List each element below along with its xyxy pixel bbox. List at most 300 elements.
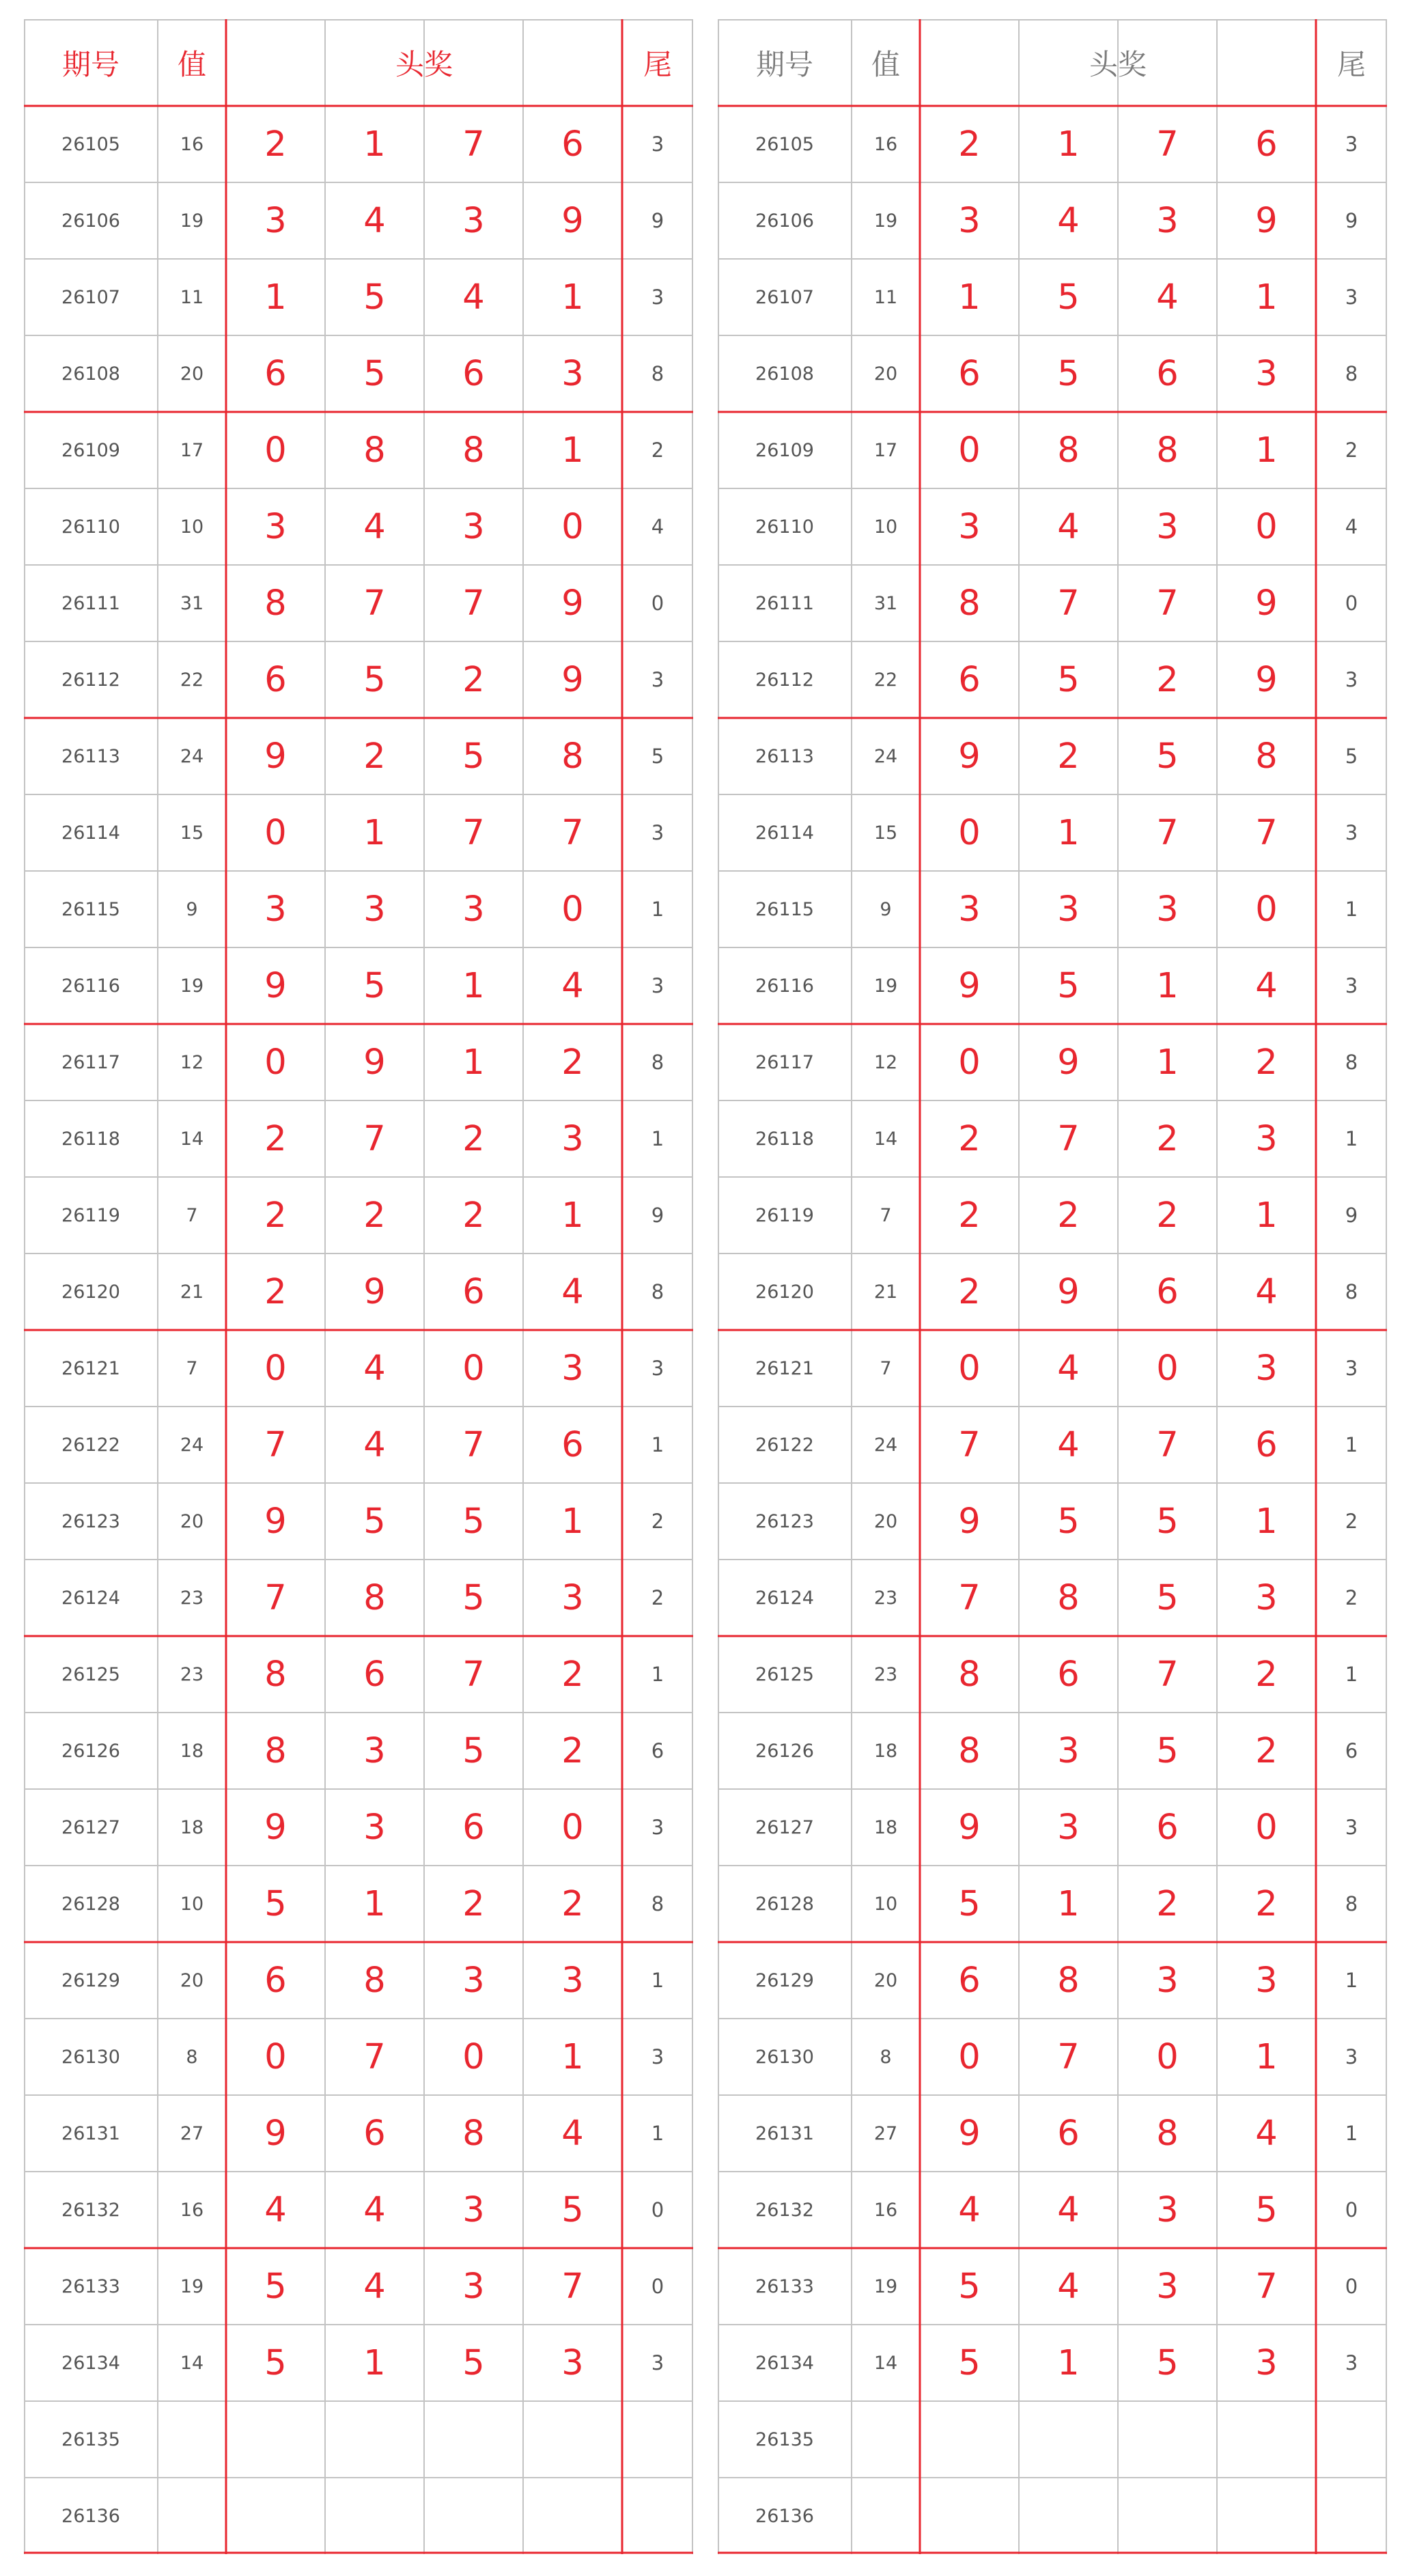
digit-cell: 7 [1156,1654,1179,1695]
digit-cell: 7 [561,812,584,853]
digit-cell: 7 [561,2266,584,2307]
sum-cell: 18 [873,1816,898,1838]
digit-cell: 7 [363,583,386,624]
digit-cell: 3 [1156,2189,1179,2230]
sum-cell: 15 [180,822,204,844]
tail-cell: 3 [651,2351,664,2374]
period-cell: 26117 [755,1051,814,1073]
digit-cell: 4 [363,200,386,241]
tail-cell: 2 [651,1510,664,1533]
sum-cell: 19 [873,975,898,997]
digit-cell: 8 [1057,430,1080,471]
digit-cell: 3 [1255,353,1278,394]
digit-cell: 9 [958,1807,981,1848]
digit-cell: 3 [1156,2266,1179,2307]
period-cell: 26121 [755,1357,814,1379]
digit-cell: 8 [264,1654,287,1695]
tail-cell: 1 [1345,2122,1358,2145]
digit-cell: 2 [1156,1883,1179,1924]
digit-cell: 5 [462,736,485,777]
sum-cell: 19 [180,210,204,232]
sum-cell: 18 [180,1740,204,1762]
period-cell: 26126 [755,1740,814,1762]
digit-cell: 1 [363,1883,386,1924]
tail-cell: 3 [651,668,664,691]
tail-cell: 8 [1345,1051,1358,1074]
period-cell: 26123 [61,1510,120,1532]
digit-cell: 3 [958,506,981,547]
digit-cell: 3 [264,506,287,547]
digit-cell: 1 [1057,1883,1080,1924]
digit-cell: 2 [462,1118,485,1159]
period-cell: 26112 [61,669,120,691]
digit-cell: 2 [264,1271,287,1312]
digit-cell: 0 [561,889,584,930]
digit-cell: 2 [462,1883,485,1924]
period-cell: 26132 [61,2199,120,2221]
sum-cell: 7 [880,1204,892,1226]
digit-cell: 1 [1255,430,1278,471]
sum-cell: 20 [180,1510,204,1532]
period-cell: 26135 [755,2428,814,2450]
digit-cell: 5 [1057,965,1080,1006]
digit-cell: 1 [264,277,287,318]
digit-cell: 3 [1057,1730,1080,1771]
tail-cell: 0 [651,592,664,615]
sum-cell: 16 [180,133,204,155]
digit-cell: 9 [1057,1042,1080,1083]
digit-cell: 3 [561,1118,584,1159]
digit-cell: 5 [363,277,386,318]
tail-cell: 9 [651,1204,664,1227]
digit-cell: 0 [264,2036,287,2077]
period-cell: 26109 [755,439,814,461]
period-cell: 26131 [61,2122,120,2144]
sum-cell: 18 [180,1816,204,1838]
digit-cell: 2 [1255,1042,1278,1083]
digit-cell: 9 [561,200,584,241]
tail-cell: 1 [1345,1127,1358,1150]
tail-cell: 3 [1345,1357,1358,1380]
digit-cell: 6 [561,1424,584,1465]
sum-cell: 10 [873,1893,898,1915]
digit-cell: 6 [1156,1271,1179,1312]
digit-cell: 6 [1156,1807,1179,1848]
digit-cell: 0 [264,430,287,471]
digit-cell: 7 [363,1118,386,1159]
period-cell: 26129 [61,1969,120,1991]
period-cell: 26123 [755,1510,814,1532]
digit-cell: 3 [958,889,981,930]
digit-cell: 2 [1255,1730,1278,1771]
period-cell: 26107 [61,286,120,308]
digit-cell: 3 [462,2189,485,2230]
digit-cell: 9 [1057,1271,1080,1312]
digit-cell: 6 [1255,124,1278,165]
period-cell: 26117 [61,1051,120,1073]
sum-cell: 17 [180,439,204,461]
digit-cell: 9 [264,736,287,777]
digit-cell: 7 [1255,812,1278,853]
sum-cell: 12 [873,1051,898,1073]
digit-cell: 5 [264,1883,287,1924]
period-cell: 26130 [61,2046,120,2068]
digit-cell: 4 [363,506,386,547]
period-cell: 26115 [755,898,814,920]
digit-cell: 5 [1057,659,1080,700]
digit-cell: 5 [363,353,386,394]
digit-cell: 0 [1255,506,1278,547]
digit-cell: 7 [462,1654,485,1695]
tail-cell: 3 [651,974,664,997]
digit-cell: 9 [264,965,287,1006]
digit-cell: 3 [264,889,287,930]
tail-cell: 1 [1345,1663,1358,1686]
tail-cell: 0 [651,2275,664,2298]
digit-cell: 1 [363,812,386,853]
digit-cell: 8 [1156,2113,1179,2154]
digit-cell: 7 [1156,812,1179,853]
tail-cell: 0 [1345,592,1358,615]
digit-cell: 3 [363,1730,386,1771]
digit-cell: 5 [1156,1577,1179,1618]
digit-cell: 7 [462,812,485,853]
digit-cell: 7 [1156,1424,1179,1465]
tail-cell: 1 [651,1127,664,1150]
digit-cell: 4 [1156,277,1179,318]
digit-cell: 3 [462,506,485,547]
digit-cell: 7 [264,1424,287,1465]
digit-cell: 5 [958,2266,981,2307]
period-cell: 26136 [61,2505,120,2527]
digit-cell: 3 [363,889,386,930]
sum-cell: 8 [880,2046,892,2068]
sum-cell: 27 [873,2122,898,2144]
digit-cell: 6 [462,1807,485,1848]
digit-cell: 7 [264,1577,287,1618]
period-cell: 26113 [755,745,814,767]
sum-cell: 19 [873,2275,898,2297]
header-sum: 值 [871,47,900,81]
digit-cell: 2 [958,1271,981,1312]
digit-cell: 1 [958,277,981,318]
digit-cell: 4 [1057,1424,1080,1465]
period-cell: 26114 [61,822,120,844]
period-cell: 26125 [755,1663,814,1685]
digit-cell: 2 [561,1042,584,1083]
digit-cell: 3 [1255,2342,1278,2383]
sum-cell: 19 [180,975,204,997]
tail-cell: 3 [1345,133,1358,156]
period-cell: 26114 [755,822,814,844]
digit-cell: 6 [264,353,287,394]
digit-cell: 7 [363,2036,386,2077]
digit-cell: 1 [1057,812,1080,853]
sum-cell: 23 [180,1663,204,1685]
digit-cell: 4 [561,2113,584,2154]
tail-cell: 8 [651,1280,664,1303]
sum-cell: 14 [873,1128,898,1150]
period-cell: 26107 [755,286,814,308]
digit-cell: 5 [264,2342,287,2383]
digit-cell: 1 [462,1042,485,1083]
period-cell: 26125 [61,1663,120,1685]
period-cell: 26112 [755,669,814,691]
digit-cell: 4 [1057,2266,1080,2307]
digit-cell: 4 [462,277,485,318]
tail-cell: 2 [1345,439,1358,462]
header-tail: 尾 [1336,47,1366,81]
digit-cell: 5 [462,1577,485,1618]
tail-cell: 9 [1345,1204,1358,1227]
tail-cell: 8 [651,1051,664,1074]
digit-cell: 5 [462,1730,485,1771]
digit-cell: 6 [264,1960,287,2001]
tail-cell: 1 [651,898,664,921]
digit-cell: 3 [1255,1577,1278,1618]
digit-cell: 2 [462,659,485,700]
tail-cell: 1 [651,2122,664,2145]
digit-cell: 8 [264,1730,287,1771]
digit-cell: 7 [1156,124,1179,165]
sum-cell: 8 [186,2046,198,2068]
digit-cell: 1 [561,277,584,318]
digit-cell: 4 [1057,200,1080,241]
digit-cell: 6 [561,124,584,165]
digit-cell: 9 [958,965,981,1006]
digit-cell: 9 [1255,200,1278,241]
digit-cell: 8 [1255,736,1278,777]
tail-cell: 3 [1345,821,1358,844]
digit-cell: 1 [1255,1195,1278,1236]
digit-cell: 8 [363,430,386,471]
digit-cell: 2 [1156,1195,1179,1236]
tail-cell: 3 [651,1357,664,1380]
digit-cell: 4 [363,1424,386,1465]
tail-cell: 3 [1345,974,1358,997]
sum-cell: 10 [873,516,898,538]
period-cell: 26131 [755,2122,814,2144]
sum-cell: 31 [180,592,204,614]
digit-cell: 1 [462,965,485,1006]
digit-cell: 5 [958,1883,981,1924]
digit-cell: 8 [363,1960,386,2001]
digit-cell: 1 [1057,124,1080,165]
digit-cell: 4 [363,2266,386,2307]
sum-cell: 12 [180,1051,204,1073]
digit-cell: 5 [1156,2342,1179,2383]
digit-cell: 8 [1057,1960,1080,2001]
digit-cell: 4 [264,2189,287,2230]
digit-cell: 6 [1057,2113,1080,2154]
digit-cell: 1 [1057,2342,1080,2383]
digit-cell: 6 [1255,1424,1278,1465]
tail-cell: 4 [651,515,664,538]
period-cell: 26129 [755,1969,814,1991]
sum-cell: 22 [180,669,204,691]
digit-cell: 1 [363,124,386,165]
tail-cell: 2 [1345,1586,1358,1609]
period-cell: 26118 [755,1128,814,1150]
digit-cell: 5 [1156,736,1179,777]
digit-cell: 0 [958,2036,981,2077]
digit-cell: 1 [561,1195,584,1236]
digit-cell: 3 [958,200,981,241]
sum-cell: 16 [180,2199,204,2221]
digit-cell: 4 [561,1271,584,1312]
period-cell: 26108 [61,363,120,385]
period-cell: 26127 [755,1816,814,1838]
sum-cell: 31 [873,592,898,614]
tail-cell: 3 [1345,2045,1358,2068]
digit-cell: 5 [264,2266,287,2307]
tail-cell: 4 [1345,515,1358,538]
digit-cell: 3 [1057,889,1080,930]
digit-cell: 3 [264,200,287,241]
digit-cell: 0 [561,506,584,547]
digit-cell: 7 [462,583,485,624]
digit-cell: 9 [561,659,584,700]
sum-cell: 23 [873,1587,898,1609]
tail-cell: 5 [1345,745,1358,768]
period-cell: 26121 [61,1357,120,1379]
digit-cell: 2 [462,1195,485,1236]
digit-cell: 2 [561,1883,584,1924]
period-cell: 26130 [755,2046,814,2068]
sum-cell: 21 [180,1281,204,1303]
period-cell: 26111 [61,592,120,614]
tail-cell: 5 [651,745,664,768]
sum-cell: 15 [873,822,898,844]
sum-cell: 19 [873,210,898,232]
period-cell: 26132 [755,2199,814,2221]
tail-cell: 2 [651,439,664,462]
period-cell: 26120 [61,1281,120,1303]
digit-cell: 0 [264,812,287,853]
digit-cell: 3 [561,1960,584,2001]
lottery-table-right [718,19,1387,2557]
sum-cell: 7 [186,1357,198,1379]
sum-cell: 27 [180,2122,204,2144]
lottery-table-left [24,19,693,2557]
period-cell: 26111 [755,592,814,614]
period-cell: 26124 [755,1587,814,1609]
digit-cell: 8 [958,583,981,624]
digit-cell: 6 [462,353,485,394]
digit-cell: 3 [561,353,584,394]
digit-cell: 2 [264,124,287,165]
digit-cell: 5 [958,2342,981,2383]
digit-cell: 2 [1156,659,1179,700]
period-cell: 26105 [755,133,814,155]
digit-cell: 5 [1156,1730,1179,1771]
tail-cell: 8 [651,1892,664,1915]
tail-cell: 6 [1345,1739,1358,1762]
digit-cell: 1 [363,2342,386,2383]
digit-cell: 0 [958,430,981,471]
digit-cell: 3 [462,2266,485,2307]
sum-cell: 24 [873,745,898,767]
tail-cell: 0 [1345,2198,1358,2221]
period-cell: 26120 [755,1281,814,1303]
digit-cell: 2 [264,1118,287,1159]
digit-cell: 9 [958,2113,981,2154]
period-cell: 26106 [61,210,120,232]
sum-cell: 20 [873,363,898,385]
sum-cell: 20 [873,1510,898,1532]
tail-cell: 8 [1345,1280,1358,1303]
header-prize: 头奖 [1089,47,1147,81]
digit-cell: 8 [958,1730,981,1771]
digit-cell: 0 [264,1348,287,1389]
tail-cell: 3 [651,2045,664,2068]
digit-cell: 3 [363,1807,386,1848]
period-cell: 26133 [755,2275,814,2297]
digit-cell: 1 [1255,1501,1278,1542]
tail-cell: 0 [1345,2275,1358,2298]
tail-cell: 2 [651,1586,664,1609]
digit-cell: 5 [1156,1501,1179,1542]
header-period: 期号 [755,47,813,81]
digit-cell: 0 [1255,1807,1278,1848]
tail-cell: 1 [1345,1433,1358,1456]
digit-cell: 1 [561,1501,584,1542]
sum-cell: 16 [873,2199,898,2221]
period-cell: 26116 [61,975,120,997]
tail-cell: 3 [1345,1816,1358,1839]
digit-cell: 6 [462,1271,485,1312]
tail-cell: 3 [651,286,664,309]
digit-cell: 5 [363,1501,386,1542]
sum-cell: 14 [873,2352,898,2374]
period-cell: 26105 [61,133,120,155]
digit-cell: 1 [561,2036,584,2077]
digit-cell: 8 [363,1577,386,1618]
digit-cell: 3 [462,1960,485,2001]
tail-cell: 1 [651,1663,664,1686]
sum-cell: 9 [880,898,892,920]
digit-cell: 4 [561,965,584,1006]
digit-cell: 3 [1255,1348,1278,1389]
period-cell: 26119 [61,1204,120,1226]
digit-cell: 7 [1057,583,1080,624]
digit-cell: 2 [1255,1883,1278,1924]
sum-cell: 24 [180,1434,204,1456]
period-cell: 26136 [755,2505,814,2527]
digit-cell: 2 [363,736,386,777]
digit-cell: 2 [264,1195,287,1236]
digit-cell: 9 [363,1042,386,1083]
digit-cell: 8 [1057,1577,1080,1618]
digit-cell: 6 [958,353,981,394]
digit-cell: 7 [1057,1118,1080,1159]
digit-cell: 4 [1057,506,1080,547]
digit-cell: 6 [363,1654,386,1695]
header-sum: 值 [177,47,206,81]
digit-cell: 0 [561,1807,584,1848]
digit-cell: 0 [1156,1348,1179,1389]
digit-cell: 7 [958,1577,981,1618]
tail-cell: 8 [651,362,664,385]
tail-cell: 1 [1345,898,1358,921]
period-cell: 26106 [755,210,814,232]
tail-cell: 3 [651,821,664,844]
digit-cell: 5 [363,965,386,1006]
digit-cell: 1 [1255,2036,1278,2077]
sum-cell: 20 [180,363,204,385]
period-cell: 26128 [61,1893,120,1915]
digit-cell: 9 [1255,659,1278,700]
